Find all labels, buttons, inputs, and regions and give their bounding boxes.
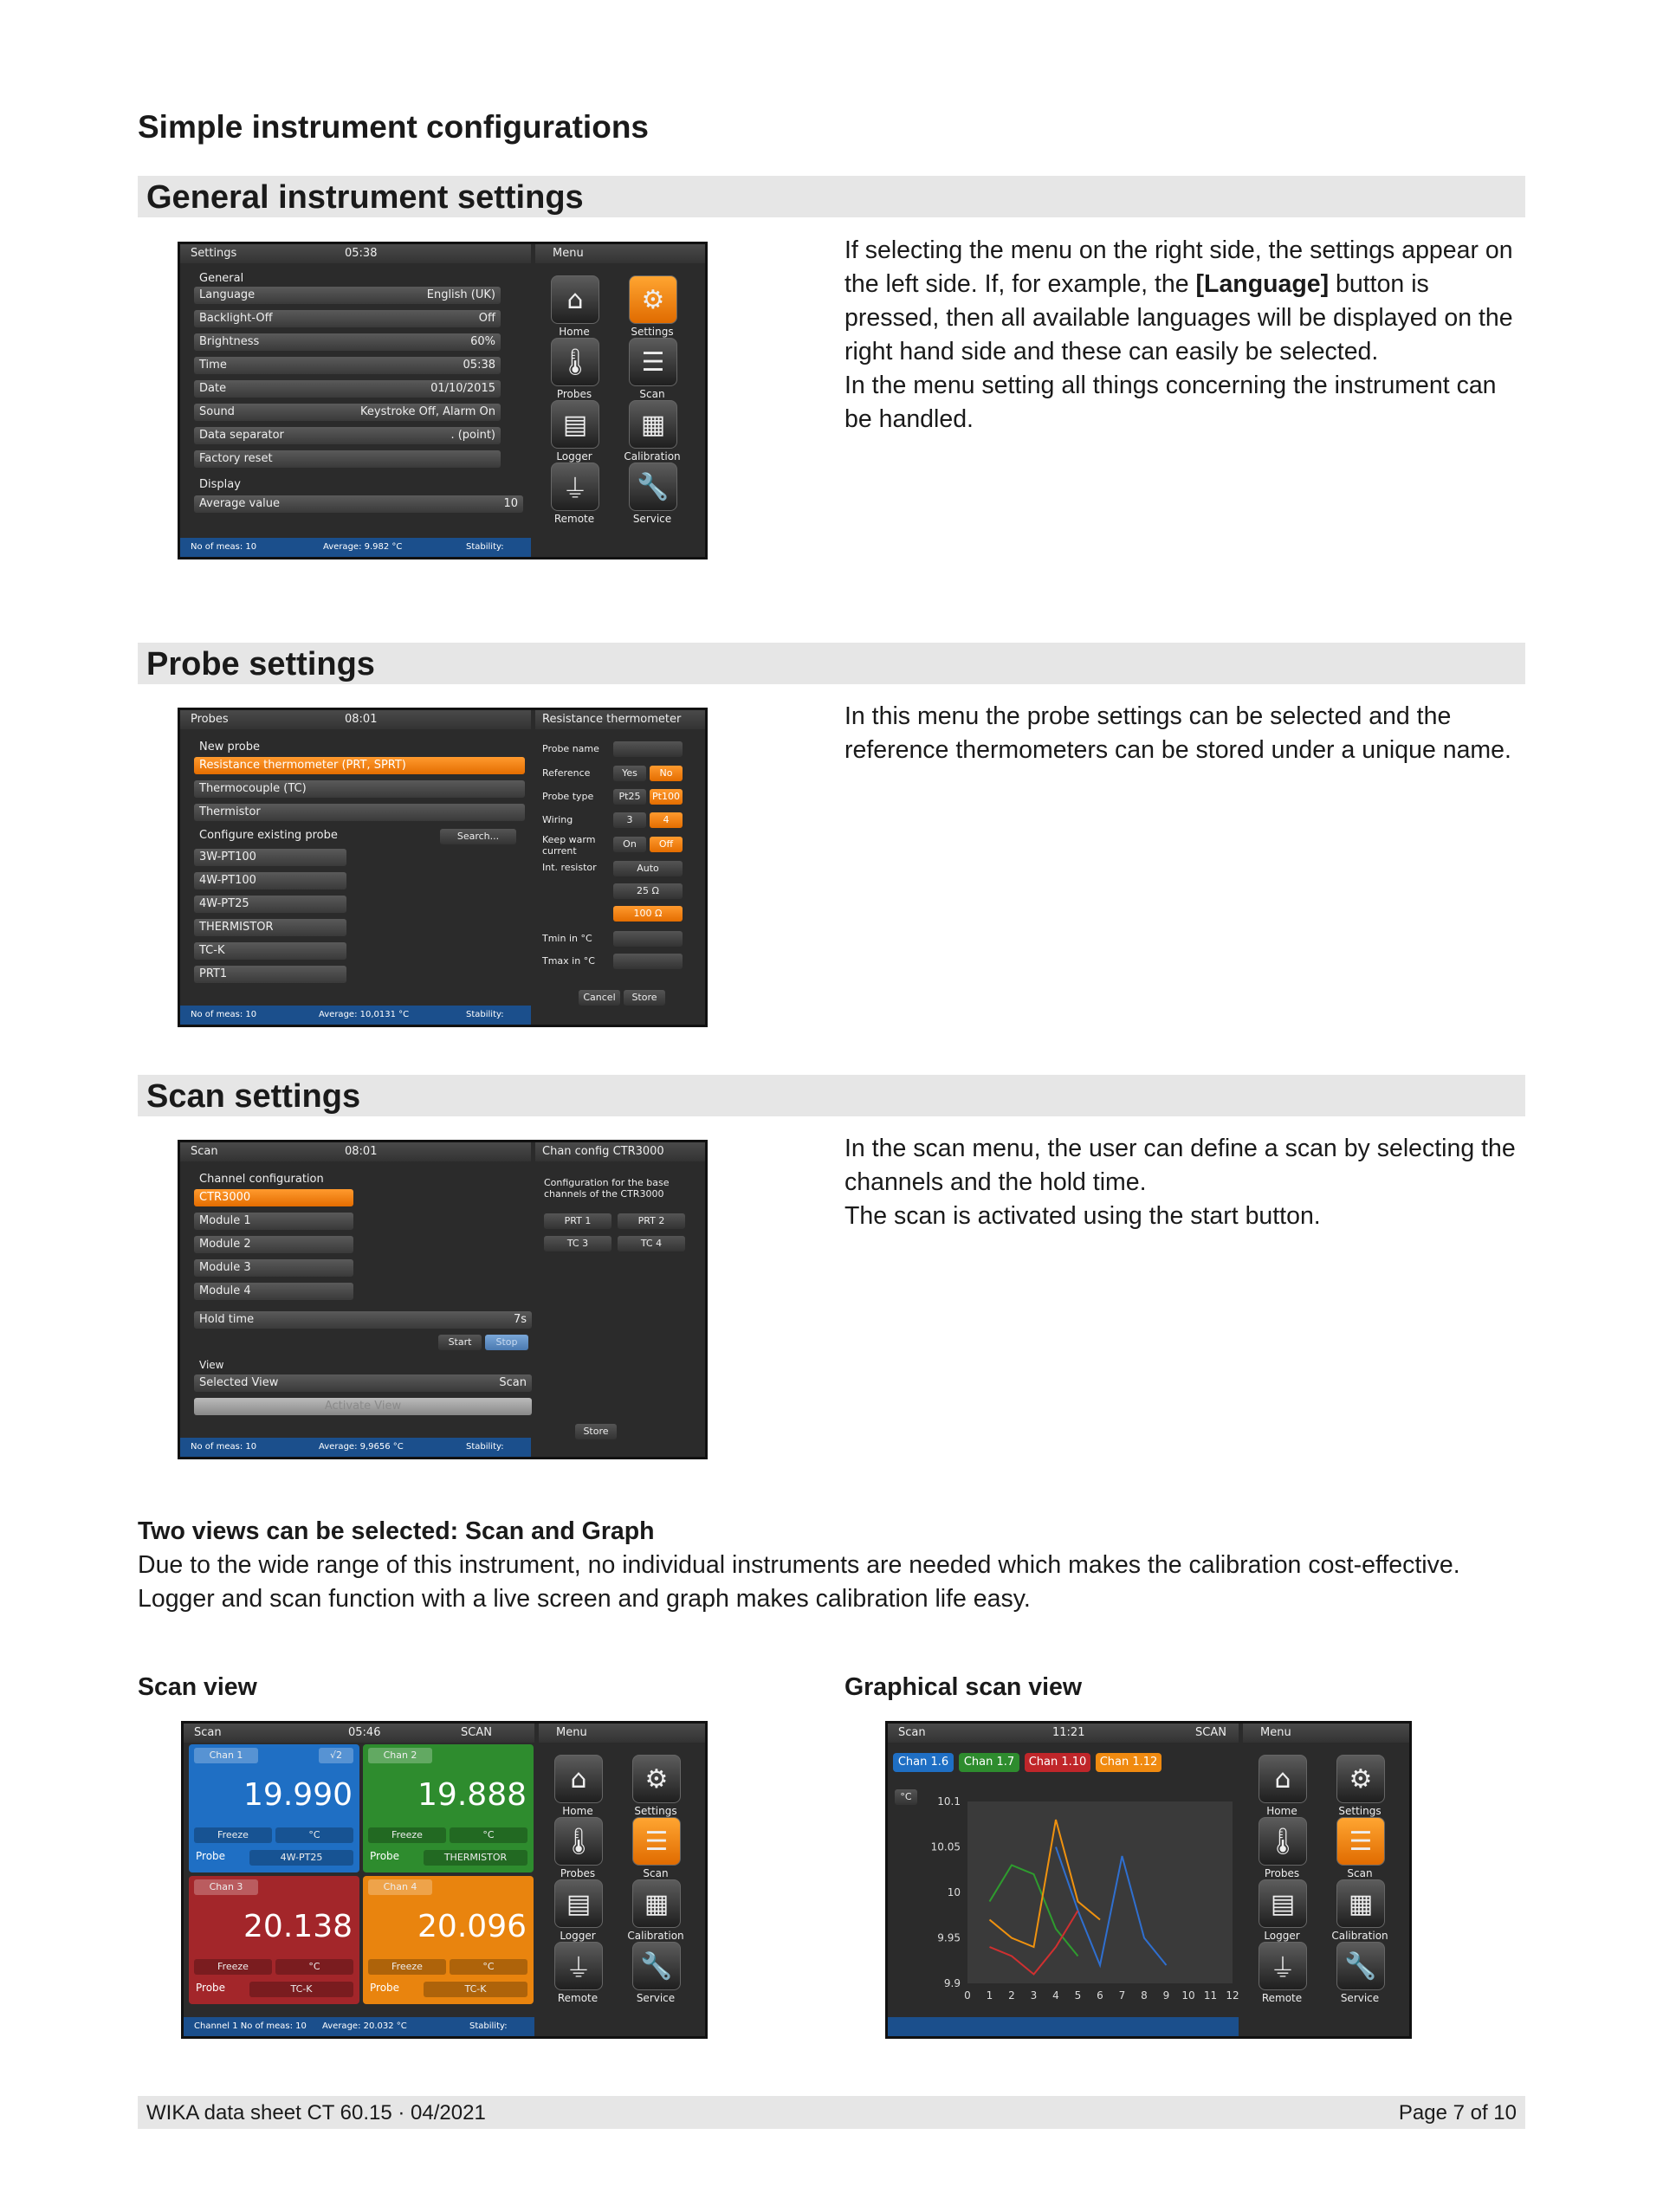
settings-row-label: Backlight-Off (199, 312, 273, 325)
calibration-icon[interactable]: ▦ (629, 400, 677, 449)
page-footer (138, 2096, 1525, 2129)
menu-item-label: Scan (1347, 1867, 1373, 1879)
channel-value: 20.138 (243, 1909, 353, 1944)
channel-tile[interactable] (189, 1876, 359, 2004)
menu-item-label: Service (1340, 1992, 1380, 2004)
settings-row-value: 10 (503, 497, 518, 510)
scan-time: 08:01 (345, 1145, 378, 1158)
line-chart (888, 1775, 1239, 2018)
settings-row[interactable] (194, 450, 501, 468)
existing-probe-item[interactable]: PRT1 (194, 966, 346, 983)
y-tick-label: 9.9 (943, 1977, 961, 1989)
thermometer-icon[interactable]: 🌡 (1259, 1817, 1307, 1866)
settings-row-value: 01/10/2015 (430, 382, 495, 395)
probes-status-bar (180, 1006, 531, 1038)
probe-type[interactable]: TC-K (249, 1982, 353, 1997)
settings-row-label: Average value (199, 497, 281, 510)
graph-status-bar (888, 2017, 1239, 2036)
x-tick-label: 6 (1097, 1989, 1103, 2002)
remote-icon[interactable]: ⏚ (551, 462, 599, 511)
menu-item-label: Scan (643, 1867, 669, 1879)
home-icon[interactable]: ⌂ (554, 1755, 603, 1803)
gear-icon[interactable]: ⚙ (632, 1755, 681, 1803)
section-bar-probe (138, 643, 1525, 684)
probe-type[interactable]: THERMISTOR (424, 1850, 527, 1866)
group-display-label: Display (199, 478, 241, 491)
status-meas: Channel 1 No of meas: 10 (194, 2021, 307, 2031)
channel-chip[interactable]: Chan 1.12 (1096, 1753, 1162, 1772)
field-probe-name-label: Probe name (542, 743, 599, 754)
list-icon[interactable]: ☰ (1336, 1817, 1385, 1866)
settings-row-value: Keystroke Off, Alarm On (360, 405, 495, 418)
section-title-general: General instrument settings (146, 179, 584, 216)
status-meas: No of meas: 10 (191, 1442, 257, 1452)
menu-item-label: Remote (553, 513, 595, 525)
menu-grid (1243, 1743, 1409, 2036)
settings-row-label: Sound (199, 405, 235, 418)
section-bar-scan (138, 1075, 1525, 1116)
probes-right-title: Resistance thermometer (542, 713, 682, 726)
channel-value: 19.888 (417, 1777, 527, 1813)
probe-type[interactable]: 4W-PT25 (249, 1850, 353, 1866)
settings-time: 05:38 (345, 247, 378, 260)
menu-item-label: Scan (639, 388, 665, 400)
channel-config-item[interactable]: CTR3000 (194, 1189, 353, 1206)
scan-status-bar (180, 1438, 531, 1471)
settings-row[interactable] (194, 404, 501, 421)
settings-row-label: Data separator (199, 429, 284, 442)
probes-title: Probes (191, 713, 229, 726)
x-tick-label: 10 (1181, 1989, 1195, 2002)
scanview-mode: SCAN (461, 1726, 492, 1739)
menu-item-label: Calibration (1331, 1930, 1388, 1942)
menu-item-label: Calibration (624, 450, 681, 462)
page-title: Simple instrument configurations (138, 109, 649, 145)
settings-row[interactable] (194, 333, 501, 351)
x-tick-label: 8 (1141, 1989, 1148, 2002)
chan-button-prt2[interactable]: PRT 2 (618, 1213, 685, 1229)
scan-right-header (535, 1142, 705, 1161)
status-meas: No of meas: 10 (191, 1010, 257, 1019)
settings-status-bar (180, 538, 531, 571)
calibration-icon[interactable]: ▦ (1336, 1879, 1385, 1928)
menu-item-label: Settings (634, 1805, 677, 1817)
reference-no[interactable]: No (650, 766, 683, 781)
menu-item-label: Home (559, 326, 590, 338)
keep-warm-on[interactable]: On (613, 837, 646, 852)
gear-icon[interactable]: ⚙ (1336, 1755, 1385, 1803)
channel-config-label: Channel configuration (199, 1173, 324, 1186)
channel-config-item[interactable]: Module 4 (194, 1283, 353, 1300)
menu-item-label: Service (636, 1992, 676, 2004)
freeze-button[interactable]: Freeze (368, 1959, 446, 1975)
unit-button[interactable]: °C (275, 1827, 353, 1843)
probe-type-prt[interactable]: Resistance thermometer (PRT, SPRT) (194, 757, 525, 774)
reference-yes[interactable]: Yes (613, 766, 646, 781)
menu-title: Menu (556, 1726, 587, 1739)
home-icon[interactable]: ⌂ (551, 275, 599, 324)
views-line-1: Due to the wide range of this instrument, no individual instruments are needed which makes the calibration cost-effective. (138, 1551, 1460, 1579)
list-icon[interactable]: ☰ (629, 338, 677, 386)
wiring-3[interactable]: 3 (613, 812, 646, 828)
configure-existing-label: Configure existing probe (199, 829, 338, 842)
remote-icon[interactable]: ⏚ (1259, 1942, 1307, 1990)
home-icon[interactable]: ⌂ (1259, 1755, 1307, 1803)
settings-row-label: Time (199, 359, 227, 372)
channel-tile[interactable] (189, 1744, 359, 1872)
settings-screenshot (178, 242, 708, 571)
list-icon[interactable]: ☰ (632, 1817, 681, 1866)
freeze-button[interactable]: Freeze (194, 1827, 272, 1843)
field-tmax-input[interactable] (613, 954, 683, 969)
probe-type-pt100[interactable]: Pt100 (650, 789, 683, 805)
settings-row-value: English (UK) (426, 288, 495, 301)
channel-config-item[interactable]: Module 3 (194, 1259, 353, 1277)
status-stability: Stability: 0.056 (466, 542, 504, 571)
section-bar-general (138, 176, 1525, 217)
x-tick-label: 12 (1226, 1989, 1239, 2002)
probe-label: Probe (370, 1982, 400, 1994)
menu-item-label: Probes (1264, 1867, 1300, 1879)
menu-item-label: Logger (560, 1930, 596, 1942)
probe-type[interactable]: TC-K (424, 1982, 527, 1997)
y-tick-label: 10 (947, 1886, 961, 1898)
settings-row[interactable] (194, 287, 501, 304)
existing-probe-item[interactable]: TC-K (194, 942, 346, 960)
gear-icon[interactable]: ⚙ (629, 275, 677, 324)
settings-row-value: 60% (470, 335, 495, 348)
wrench-icon[interactable]: 🔧 (1336, 1942, 1385, 1990)
field-keep-warm-label: Keep warm current (542, 834, 596, 857)
general-description (844, 234, 1529, 437)
x-tick-label: 2 (1008, 1989, 1015, 2002)
settings-row[interactable] (194, 310, 501, 327)
graph-view-label: Graphical scan view (844, 1673, 1083, 1701)
unit-button[interactable]: °C (275, 1959, 353, 1975)
channel-name[interactable]: Chan 1 (194, 1748, 258, 1763)
menu-item-label: Probes (560, 1867, 596, 1879)
remote-icon[interactable]: ⏚ (554, 1942, 603, 1990)
scan-screenshot (178, 1140, 708, 1471)
graph-view-screenshot (885, 1721, 1412, 2039)
settings-row-label: Factory reset (199, 452, 273, 465)
menu-title: Menu (1260, 1726, 1291, 1739)
x-tick-label: 5 (1074, 1989, 1082, 2002)
y-tick-label: 9.95 (937, 1931, 961, 1944)
hold-time-value: 7s (513, 1313, 527, 1326)
settings-row[interactable] (194, 380, 501, 398)
logger-icon[interactable]: ▤ (554, 1879, 603, 1928)
probes-right-header (535, 710, 705, 729)
channel-chip[interactable]: Chan 1.10 (1025, 1753, 1090, 1772)
probe-type-tc[interactable]: Thermocouple (TC) (194, 780, 525, 798)
channel-value: 20.096 (417, 1909, 527, 1944)
x-tick-label: 1 (986, 1989, 993, 2002)
existing-probe-item[interactable]: 4W-PT100 (194, 872, 346, 889)
scan-view-screenshot (181, 1721, 708, 2050)
freeze-button[interactable]: Freeze (194, 1959, 272, 1975)
field-reference-label: Reference (542, 767, 591, 779)
selected-view-row[interactable] (194, 1374, 532, 1392)
probe-label: Probe (370, 1850, 400, 1862)
x-tick-label: 3 (1030, 1989, 1038, 2002)
hold-time-label: Hold time (199, 1313, 255, 1326)
selected-view-value: Scan (499, 1376, 527, 1389)
chan-button-tc3[interactable]: TC 3 (544, 1236, 611, 1252)
probe-type-thermistor[interactable]: Thermistor (194, 804, 525, 821)
menu-item-label: Settings (631, 326, 674, 338)
int-resistor-100[interactable]: 100 Ω (613, 906, 683, 922)
unit-button[interactable]: °C (895, 1789, 917, 1805)
section-title-scan: Scan settings (146, 1078, 361, 1115)
menu-item-label: Remote (1261, 1992, 1303, 2004)
scan-right-title: Chan config CTR3000 (542, 1145, 664, 1158)
status-stability: Stability: 0,048 (466, 1010, 504, 1038)
logger-icon[interactable]: ▤ (551, 400, 599, 449)
section-title-probe: Probe settings (146, 646, 375, 682)
y-tick-label: 10.05 (930, 1840, 961, 1853)
general-text-1a: If selecting the menu on the right side, the settings appear on the left side. If, for example, the (844, 236, 1513, 298)
scanview-time: 05:46 (348, 1726, 381, 1739)
settings-row-value: 05:38 (463, 359, 495, 372)
probe-label: Probe (196, 1982, 226, 1994)
menu-header (539, 1724, 705, 1743)
channel-name[interactable]: Chan 3 (194, 1879, 258, 1895)
thermometer-icon[interactable]: 🌡 (551, 338, 599, 386)
hold-time-row[interactable] (194, 1311, 532, 1329)
settings-title: Settings (191, 247, 237, 260)
field-tmin-input[interactable] (613, 931, 683, 947)
sqrt-badge[interactable]: √2 (319, 1748, 353, 1763)
unit-button[interactable]: °C (450, 1827, 527, 1843)
scanview-header (184, 1724, 534, 1743)
existing-probe-item[interactable]: THERMISTOR (194, 919, 346, 936)
language-button-reference: [Language] (1195, 270, 1330, 298)
scan-text-2: The scan is activated using the start button. (844, 1202, 1321, 1230)
plot-area (967, 1801, 1233, 1983)
stop-button[interactable]: Stop (485, 1335, 528, 1350)
freeze-button[interactable]: Freeze (368, 1827, 446, 1843)
settings-row-label: Brightness (199, 335, 260, 348)
channel-value: 19.990 (243, 1777, 353, 1813)
thermometer-icon[interactable]: 🌡 (554, 1817, 603, 1866)
scanview-status-bar (184, 2017, 534, 2050)
settings-row-label: Date (199, 382, 227, 395)
start-button[interactable]: Start (438, 1335, 482, 1350)
footer-page-number: Page 7 of 10 (1398, 2101, 1517, 2125)
menu-item-label: Remote (557, 1992, 599, 2004)
wrench-icon[interactable]: 🔧 (632, 1942, 681, 1990)
status-average: Average: 9,9656 °C (319, 1442, 404, 1452)
logger-icon[interactable]: ▤ (1259, 1879, 1307, 1928)
chan-button-prt1[interactable]: PRT 1 (544, 1213, 611, 1229)
graph-title: Scan (898, 1726, 926, 1739)
x-tick-label: 11 (1203, 1989, 1218, 2002)
views-description (138, 1549, 1541, 1616)
int-resistor-auto[interactable]: Auto (613, 861, 683, 876)
activate-view-button[interactable]: Activate View (194, 1398, 532, 1415)
status-stability: Stability: 0.118 (469, 2021, 508, 2050)
config-description: Configuration for the base channels of the CTR3000 (544, 1177, 670, 1200)
status-average: Average: 10,0131 °C (319, 1010, 410, 1019)
channel-config-item[interactable]: Module 2 (194, 1236, 353, 1253)
menu-header (1243, 1724, 1409, 1743)
existing-probe-item[interactable]: 3W-PT100 (194, 849, 346, 866)
graph-mode: SCAN (1195, 1726, 1226, 1739)
graph-time: 11:21 (1052, 1726, 1085, 1739)
field-wiring-label: Wiring (542, 814, 573, 825)
menu-item-label: Probes (556, 388, 592, 400)
wrench-icon[interactable]: 🔧 (629, 462, 677, 511)
menu-title: Menu (553, 247, 584, 260)
channel-name[interactable]: Chan 4 (368, 1879, 432, 1895)
channel-tile[interactable] (363, 1876, 534, 2004)
scan-description (844, 1132, 1529, 1233)
settings-row-value: . (point) (450, 429, 495, 442)
store-button[interactable]: Store (575, 1424, 617, 1439)
settings-row-label: Language (199, 288, 256, 301)
field-int-resistor-label: Int. resistor (542, 862, 597, 873)
menu-item-label: Home (1266, 1805, 1297, 1817)
view-label: View (199, 1359, 224, 1371)
probes-screenshot (178, 708, 708, 1038)
channel-config-item[interactable]: Module 1 (194, 1213, 353, 1230)
status-meas: No of meas: 10 (191, 542, 257, 552)
menu-grid (539, 1743, 705, 2036)
probe-label: Probe (196, 1850, 226, 1862)
int-resistor-25[interactable]: 25 Ω (613, 883, 683, 899)
status-average: Average: 20.032 °C (322, 2021, 407, 2031)
menu-item-label: Logger (556, 450, 592, 462)
group-general-label: General (199, 272, 244, 285)
search-button[interactable]: Search... (440, 829, 516, 844)
probes-time: 08:01 (345, 713, 378, 726)
field-tmin-label: Tmin in °C (542, 933, 592, 944)
scan-title: Scan (191, 1145, 218, 1158)
scan-view-label: Scan view (138, 1673, 257, 1701)
status-stability: Stability: 0,050 (466, 1442, 504, 1471)
status-average: Average: 9.982 °C (323, 542, 403, 552)
new-probe-label: New probe (199, 741, 261, 754)
wiring-4[interactable]: 4 (650, 812, 683, 828)
footer-document-id: WIKA data sheet CT 60.15 · 04/2021 (146, 2101, 486, 2125)
x-tick-label: 9 (1162, 1989, 1170, 2002)
cancel-button[interactable]: Cancel (579, 990, 620, 1006)
chan-button-tc4[interactable]: TC 4 (618, 1236, 685, 1252)
menu-header (535, 244, 705, 263)
general-text-2: In the menu setting all things concerning the instrument can be handled. (844, 372, 1497, 433)
channel-name[interactable]: Chan 2 (368, 1748, 432, 1763)
keep-warm-off[interactable]: Off (650, 837, 683, 852)
scan-text-1: In the scan menu, the user can define a scan by selecting the channels and the hold time. (844, 1135, 1516, 1196)
store-button[interactable]: Store (624, 990, 665, 1006)
x-tick-label: 0 (964, 1989, 971, 2002)
field-tmax-label: Tmax in °C (542, 955, 595, 967)
selected-view-label: Selected View (199, 1376, 279, 1389)
probe-type-pt25[interactable]: Pt25 (613, 789, 646, 805)
settings-row-average[interactable] (194, 495, 523, 513)
views-heading: Two views can be selected: Scan and Graph (138, 1517, 655, 1545)
calibration-icon[interactable]: ▦ (632, 1879, 681, 1928)
settings-row-value: Off (478, 312, 495, 325)
views-line-2: Logger and scan function with a live screen and graph makes calibration life easy. (138, 1585, 1031, 1613)
menu-item-label: Settings (1338, 1805, 1382, 1817)
menu-grid (535, 263, 705, 557)
general-text-1b: button is pressed, then all available languages will be displayed on the right hand side and these can easily be selected. (844, 270, 1513, 365)
existing-probe-item[interactable]: 4W-PT25 (194, 896, 346, 913)
menu-item-label: Home (562, 1805, 593, 1817)
field-probe-type-label: Probe type (542, 791, 594, 802)
channel-tile[interactable] (363, 1744, 534, 1872)
y-tick-label: 10.1 (937, 1795, 961, 1808)
channel-chip[interactable]: Chan 1.7 (959, 1753, 1019, 1772)
menu-item-label: Calibration (627, 1930, 684, 1942)
x-tick-label: 7 (1118, 1989, 1126, 2002)
field-probe-name-input[interactable] (613, 741, 683, 757)
unit-button[interactable]: °C (450, 1959, 527, 1975)
menu-item-label: Logger (1264, 1930, 1300, 1942)
settings-row[interactable] (194, 427, 501, 444)
probe-description: In this menu the probe settings can be selected and the reference thermometers can be stored under a unique name. (844, 702, 1511, 764)
x-tick-label: 4 (1052, 1989, 1059, 2002)
menu-item-label: Service (632, 513, 672, 525)
channel-chip[interactable]: Chan 1.6 (893, 1753, 954, 1772)
settings-row[interactable] (194, 357, 501, 374)
scanview-title: Scan (194, 1726, 222, 1739)
